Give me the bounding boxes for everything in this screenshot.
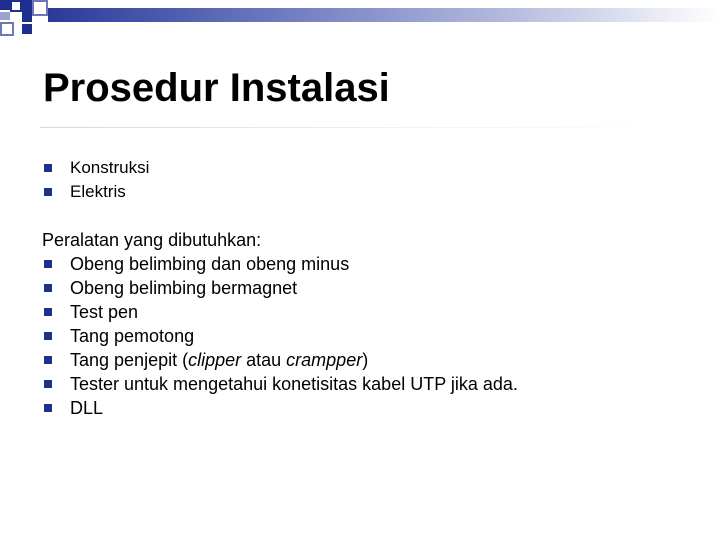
list-item-text-clipper [70, 348, 368, 372]
corner-square-decoration [22, 24, 32, 34]
square-bullet-icon [44, 404, 52, 412]
list-item-text: Elektris [70, 182, 126, 201]
corner-square-decoration [0, 12, 10, 20]
square-bullet-icon [44, 332, 52, 340]
crampper-term: crampper [286, 350, 363, 370]
list-item-text: Tester untuk mengetahui konetisitas kabel UTP jika ada. [70, 374, 518, 394]
title-divider [40, 127, 680, 128]
corner-square-decoration [22, 0, 32, 22]
clipper-suffix: ) [362, 350, 369, 370]
corner-square-decoration [32, 0, 48, 16]
corner-square-decoration [0, 0, 10, 10]
clipper-middle: atau [241, 350, 287, 370]
clipper-prefix: Tang penjepit ( [70, 350, 189, 370]
corner-square-decoration [10, 0, 22, 12]
list-item-text: Obeng belimbing bermagnet [70, 278, 298, 298]
list-item-text: Konstruksi [70, 158, 150, 177]
square-bullet-icon [44, 356, 52, 364]
slide-title: Prosedur Instalasi [43, 66, 390, 110]
square-bullet-icon [44, 188, 52, 196]
square-bullet-icon [44, 260, 52, 268]
list-item-text: Test pen [70, 302, 139, 322]
tools-intro-text: Peralatan yang dibutuhkan: [42, 230, 262, 250]
square-bullet-icon [44, 308, 52, 316]
square-bullet-icon [44, 284, 52, 292]
corner-square-decoration [0, 22, 14, 36]
square-bullet-icon [44, 164, 52, 172]
square-bullet-icon [44, 380, 52, 388]
list-item-text: Tang pemotong [70, 326, 195, 346]
clipper-term: clipper [188, 350, 242, 370]
list-item-text: DLL [70, 398, 104, 418]
top-gradient-bar [48, 8, 720, 22]
list-item-text: Obeng belimbing dan obeng minus [70, 254, 350, 274]
